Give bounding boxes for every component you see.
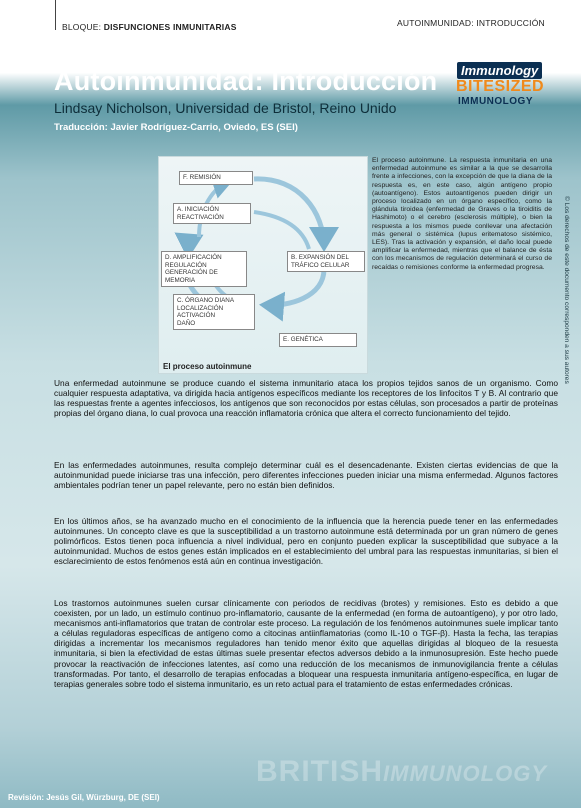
paragraph-1: Una enfermedad autoinmune se produce cuando el sistema inmunitario ataca los propios tejidos sanos de un organismo. Como cualquier respuesta adaptativa, va dirigida hacia antígenos específicos mediante los receptores de los linfocitos T y B. Al contrario que las respuestas frente a agentes infecciosos, los antígenos que son reconocidos por estas células, son procesados a partir de proteínas propias del órgano diana, lo cual provoca una reacción inflamatoria crónica que altera el correcto funcionamiento del tejido. (54, 378, 558, 419)
bsi-watermark: BRITISHIMMUNOLOGY (256, 755, 547, 788)
box-remision: F. REMISIÓN (179, 171, 253, 185)
copyright-note: © Los derechos de este documento corresponden a sus autores (563, 196, 570, 384)
logo-immunology: Immunology (457, 62, 542, 79)
box-organo-diana: C. ÓRGANO DIANA LOCALIZACIÓN ACTIVACIÓN DAÑO (173, 294, 255, 330)
box-amplificacion: D. AMPLIFICACIÓN REGULACIÓN GENERACIÓN DE MEMORIA (161, 251, 247, 287)
header-rule (55, 0, 56, 30)
diagram-title: El proceso autoinmune (163, 362, 252, 371)
diagram-caption: El proceso autoinmune. La respuesta inmunitaria en una enfermedad autoinmune es similar a la que se desarrolla frente a infecciones, con la excepción de que la diana de la respuesta es, en este caso, algún antígeno propio (autoantígeno). Estos autoantígenos pueden dirigir un proceso localizado en un órgano específico, como la glándula tiroidea (enfermedad de Graves o la tiroiditis de Hashimoto) o el cerebro (esclerosis múltiple), o bien la respuesta a los mismos puede conllevar una afectación más general o sistémica (lupus eritematoso sistémico, LES). Tras la activación y expansión, el daño local puede amplificar la enfermedad, mientras que el balance de ésta con los mecanismos de regulación determinará el curso de recaídas o remisiones conforme la enfermedad progresa. (372, 157, 552, 271)
block-label (62, 22, 237, 32)
translation-credit: Traducción: Javier Rodríguez-Carrio, Oviedo, ES (SEI) (54, 122, 298, 133)
logo-bitesized: BITESIZED (456, 78, 545, 95)
logo-immunology-caps: IMMUNOLOGY (458, 96, 533, 107)
paragraph-3: En los últimos años, se ha avanzado mucho en el conocimiento de la influencia que la herencia puede tener en las enfermedades autoinmunes. Un concepto clave es que la susceptibilidad a un trastorno autoinmune está determinada por un gran número de genes polimórficos. Estos tienen poca influencia a nivel individual, pero en conjunto pueden explicar la susceptibilidad que subyace a la autoinmunidad. Muchos de estos genes están implicados en el establecimiento del umbral para las respuestas inmunitarias, si bien el esclarecimiento de estos fenómenos está aún en continua investigación. (54, 516, 558, 567)
page-title: Autoinmunidad: Introducción (54, 66, 438, 96)
review-credit: Revisión: Jesús Gil, Würzburg, DE (SEI) (8, 793, 160, 802)
box-iniciacion: A. INICIACIÓN REACTIVACIÓN (173, 203, 251, 224)
autoimmune-process-diagram (158, 156, 368, 374)
box-expansion: B. EXPANSIÓN DEL TRÁFICO CELULAR (287, 251, 365, 272)
block-name: DISFUNCIONES INMUNITARIAS (103, 22, 237, 32)
author: Lindsay Nicholson, Universidad de Bristol, Reino Unido (54, 100, 397, 116)
paragraph-2: En las enfermedades autoinmunes, resulta complejo determinar cuál es el desencadenante. Existen ciertas evidencias de que la autoinmunidad puede iniciarse tras una infección, pero diferentes infecciones pueden iniciar una misma enfermedad. Algunos factores ambientales podrían tener un papel relevante, pero no están bien definidos. (54, 460, 558, 491)
box-genetica: E. GENÉTICA (279, 333, 357, 347)
block-prefix: BLOQUE: (62, 22, 102, 32)
logo-small-text: British Society for (460, 56, 499, 62)
paragraph-4: Los trastornos autoinmunes suelen cursar clínicamente con periodos de recidivas (brotes) y remisiones. Esto es debido a que coexisten, por un lado, un estímulo continuo pro-inflamatorio, causante de la enfermedad (en forma de autoantígeno), y por otro lado, mecanismos anti-inflamatorios que tratan de controlar este proceso. La regulación de los fenómenos autoinmunes suele implicar tanto a células reguladoras específicas de antígeno como a citocinas antiinflamatorias (como IL-10 o TGF-β). Hasta la fecha, las terapias dirigidas a incrementar los mecanismos reguladores han tenido menor éxito que aquellas dirigidas al bloqueo de la resuesta inmunitaria, si bien la efectividad de estas últimas suele presentar efectos adversos debido a la inmunosupresión. Este hecho puede provocar la reactivación de infecciones latentes, así como una reducción de los mecanismos de inmunovigilancia frente a células transformadas. Por tanto, el desarrollo de terapias enfocadas a bloquear una respuesta inmunitaria antígeno-específica, en lugar de terapias generales sobre todo el sistema inmunitario, es un reto actual para el tratamiento de estas enfermedades crónicas. (54, 598, 558, 689)
section-label: AUTOINMUNIDAD: INTRODUCCIÓN (397, 18, 545, 28)
bsi-logo (452, 56, 552, 122)
